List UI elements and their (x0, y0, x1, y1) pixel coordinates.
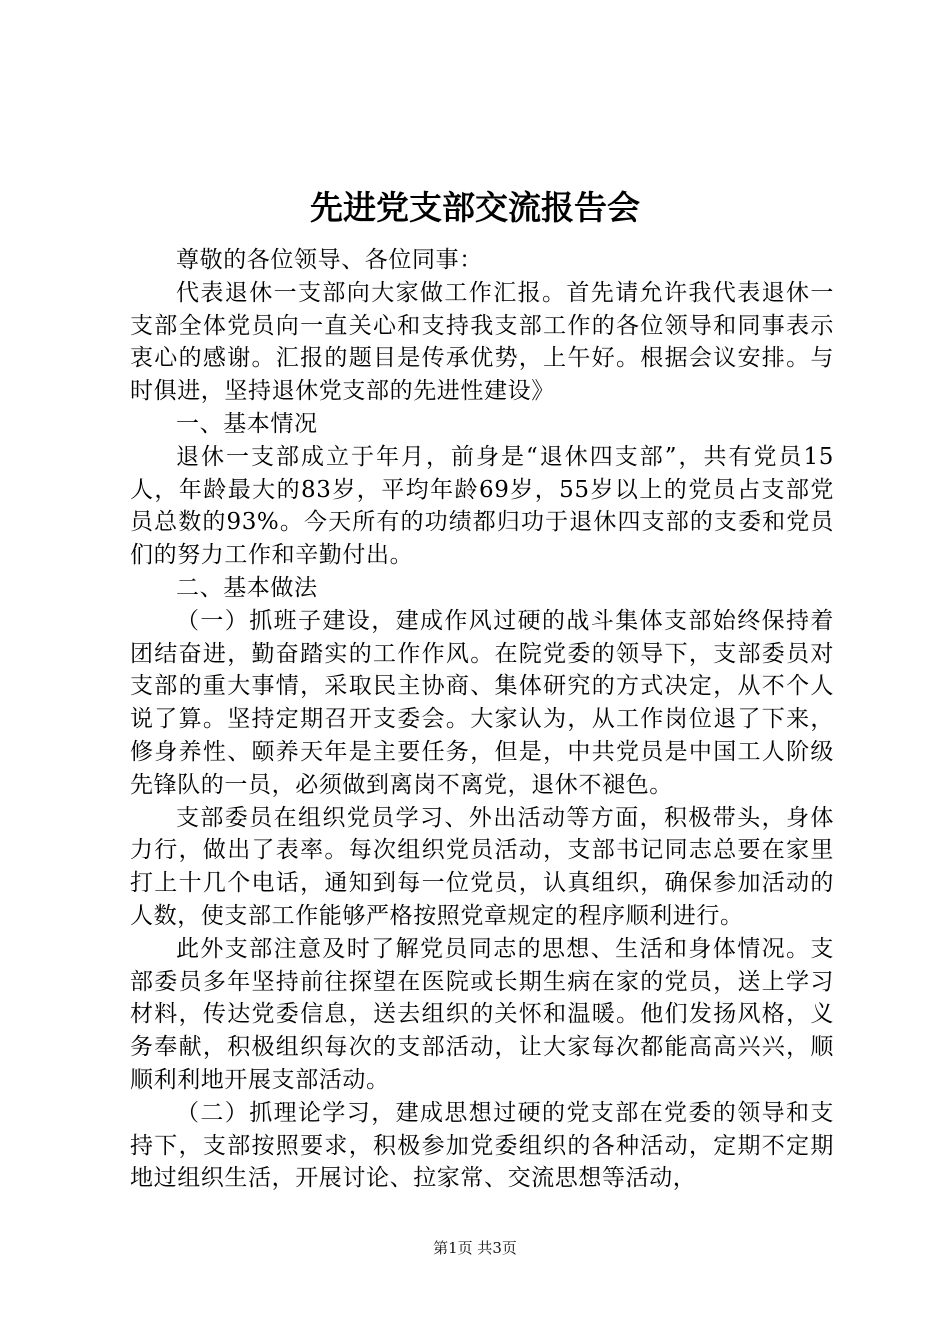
document-body (130, 244, 834, 1195)
document-title: 先进党支部交流报告会 (310, 188, 640, 227)
paragraph-basic-situation: 退休一支部成立于年月，前身是“退休四支部”，共有党员15人，年龄最大的83岁，平均年龄69岁，55岁以上的党员占支部党员总数的93%。今天所有的功绩都归功于退休四支部的支委和党员们的努力工作和辛勤付出。 (130, 443, 834, 569)
paragraph-member-care: 此外支部注意及时了解党员同志的思想、生活和身体情况。支部委员多年坚持前往探望在医院或长期生病在家的党员，送上学习材料，传达党委信息，送去组织的关怀和温暖。他们发扬风格，义务奉献，积极组织每次的支部活动，让大家每次都能高高兴兴，顺顺利利地开展支部活动。 (130, 935, 834, 1093)
salutation: 尊敬的各位领导、各位同事： (176, 247, 483, 273)
paragraph-team-building: （一）抓班子建设，建成作风过硬的战斗集体支部始终保持着团结奋进，勤奋踏实的工作作风。在院党委的领导下，支部委员对支部的重大事情，采取民主协商、集体研究的方式决定，从不个人说了算。坚持定期召开支委会。大家认为，从工作岗位退了下来，修身养性、颐养天年是主要任务，但是，中共党员是中国工人阶级先锋队的一员，必须做到离岗不离党，退休不褪色。 (130, 607, 834, 798)
paragraph-theory-study: （二）抓理论学习，建成思想过硬的党支部在党委的领导和支持下，支部按照要求，积极参加党委组织的各种活动，定期不定期地过组织生活，开展讨论、拉家常、交流思想等活动， (130, 1099, 834, 1192)
paragraph-committee-members: 支部委员在组织党员学习、外出活动等方面，积极带头，身体力行，做出了表率。每次组织党员活动，支部书记同志总要在家里打上十几个电话，通知到每一位党员，认真组织，确保参加活动的人数，使支部工作能够严格按照党章规定的程序顺利进行。 (130, 804, 834, 929)
section-heading-basic-practice: 二、基本做法 (176, 574, 318, 601)
section-heading-basic-situation: 一、基本情况 (176, 410, 318, 437)
page-footer: 第1页 共3页 (433, 1239, 517, 1257)
paragraph-intro: 代表退休一支部向大家做工作汇报。首先请允许我代表退休一支部全体党员向一直关心和支持我支部工作的各位领导和同事表示衷心的感谢。汇报的题目是传承优势，上午好。根据会议安排。与时俱进，坚持退休党支部的先进性建设》 (130, 279, 834, 405)
